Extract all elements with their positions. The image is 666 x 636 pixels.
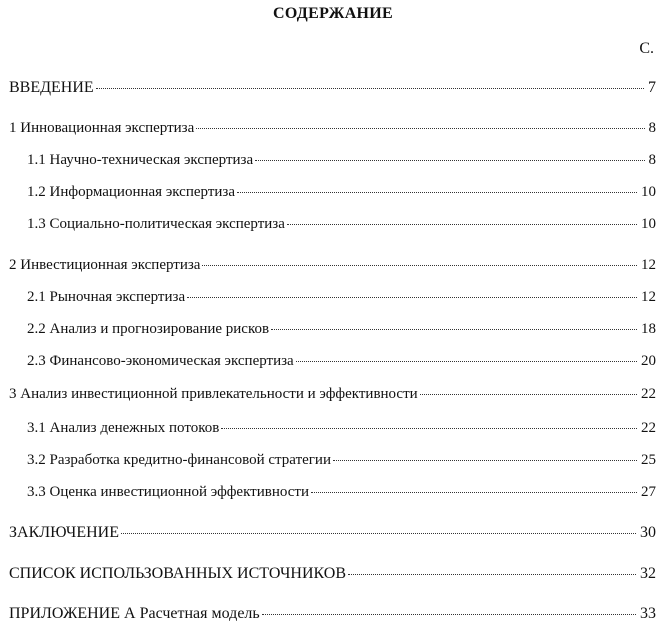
- toc-leader-dots: [221, 428, 637, 429]
- toc-leader-dots: [202, 265, 637, 266]
- toc-entry-section-2-1[interactable]: [27, 289, 656, 306]
- toc-entry-text: ЗАКЛЮЧЕНИЕ: [9, 524, 119, 541]
- toc-page-number: 8: [648, 120, 656, 136]
- toc-leader-dots: [121, 533, 636, 534]
- toc-page-number: 10: [641, 216, 656, 232]
- toc-leader-dots: [311, 492, 637, 493]
- toc-entry-text: 2.3 Финансово-экономическая экспертиза: [27, 353, 294, 369]
- toc-page-number: 25: [641, 452, 656, 468]
- toc-entry-text: 3.1 Анализ денежных потоков: [27, 420, 220, 436]
- toc-leader-dots: [187, 297, 637, 298]
- toc-entry-section-2-3[interactable]: [27, 353, 656, 370]
- toc-entry-introduction[interactable]: [9, 79, 656, 97]
- toc-entry-text: 3 Анализ инвестиционной привлекательности и эффективности: [9, 386, 418, 402]
- toc-entry-appendix-a[interactable]: [9, 605, 656, 623]
- toc-entry-text: 3.3 Оценка инвестиционной эффективности: [27, 484, 309, 500]
- toc-entry-section-1-3[interactable]: [27, 216, 656, 233]
- toc-leader-dots: [262, 614, 636, 615]
- toc-entry-text: 1.2 Информационная экспертиза: [27, 184, 235, 200]
- toc-leader-dots: [255, 160, 644, 161]
- toc-page-number: 7: [648, 79, 656, 96]
- toc-page-number: 12: [641, 257, 656, 273]
- toc-entry-text: ВВЕДЕНИЕ: [9, 79, 94, 96]
- toc-entry-section-3-3[interactable]: [27, 484, 656, 501]
- toc-page-number: 22: [641, 386, 656, 402]
- toc-leader-dots: [287, 224, 637, 225]
- toc-entry-text: 1 Инновационная экспертиза: [9, 120, 195, 136]
- toc-page-number: 27: [641, 484, 656, 500]
- toc-page-number: 10: [641, 184, 656, 200]
- toc-entry-text: 1.1 Научно-техническая экспертиза: [27, 152, 254, 168]
- toc-entry-text: СПИСОК ИСПОЛЬЗОВАННЫХ ИСТОЧНИКОВ: [9, 565, 347, 582]
- toc-page-number: 18: [641, 321, 656, 337]
- toc-leader-dots: [420, 394, 637, 395]
- toc-entry-text: 2.1 Рыночная экспертиза: [27, 289, 186, 305]
- page-column-label: С.: [639, 40, 654, 57]
- toc-entry-section-1-2[interactable]: [27, 184, 656, 201]
- toc-leader-dots: [296, 361, 637, 362]
- toc-entry-chapter-3[interactable]: [9, 386, 656, 403]
- toc-entry-section-3-1[interactable]: [27, 420, 656, 437]
- toc-page-number: 12: [641, 289, 656, 305]
- toc-leader-dots: [96, 88, 644, 89]
- toc-entry-text: ПРИЛОЖЕНИЕ А Расчетная модель: [9, 605, 260, 622]
- toc-page-number: 22: [641, 420, 656, 436]
- toc-entry-section-3-2[interactable]: [27, 452, 656, 469]
- toc-page-number: 20: [641, 353, 656, 369]
- toc-entry-references[interactable]: [9, 565, 656, 583]
- page-title: СОДЕРЖАНИЕ: [272, 5, 394, 22]
- toc-entry-chapter-1[interactable]: [9, 120, 656, 137]
- toc-page-number: 30: [640, 524, 656, 541]
- toc-entry-text: 1.3 Социально-политическая экспертиза: [27, 216, 285, 232]
- toc-entry-section-1-1[interactable]: [27, 152, 656, 169]
- toc-leader-dots: [333, 460, 637, 461]
- toc-leader-dots: [271, 329, 637, 330]
- toc-entry-chapter-2[interactable]: [9, 257, 656, 274]
- toc-leader-dots: [237, 192, 637, 193]
- toc-entry-text: 2.2 Анализ и прогнозирование рисков: [27, 321, 270, 337]
- toc-entry-text: 3.2 Разработка кредитно-финансовой стратегии: [27, 452, 331, 468]
- toc-entry-conclusion[interactable]: [9, 524, 656, 542]
- toc-page-number: 33: [640, 605, 656, 622]
- toc-entry-text: 2 Инвестиционная экспертиза: [9, 257, 201, 273]
- toc-page-number: 8: [648, 152, 656, 168]
- toc-leader-dots: [196, 128, 644, 129]
- toc-entry-section-2-2[interactable]: [27, 321, 656, 338]
- toc-leader-dots: [348, 574, 636, 575]
- toc-page-number: 32: [640, 565, 656, 582]
